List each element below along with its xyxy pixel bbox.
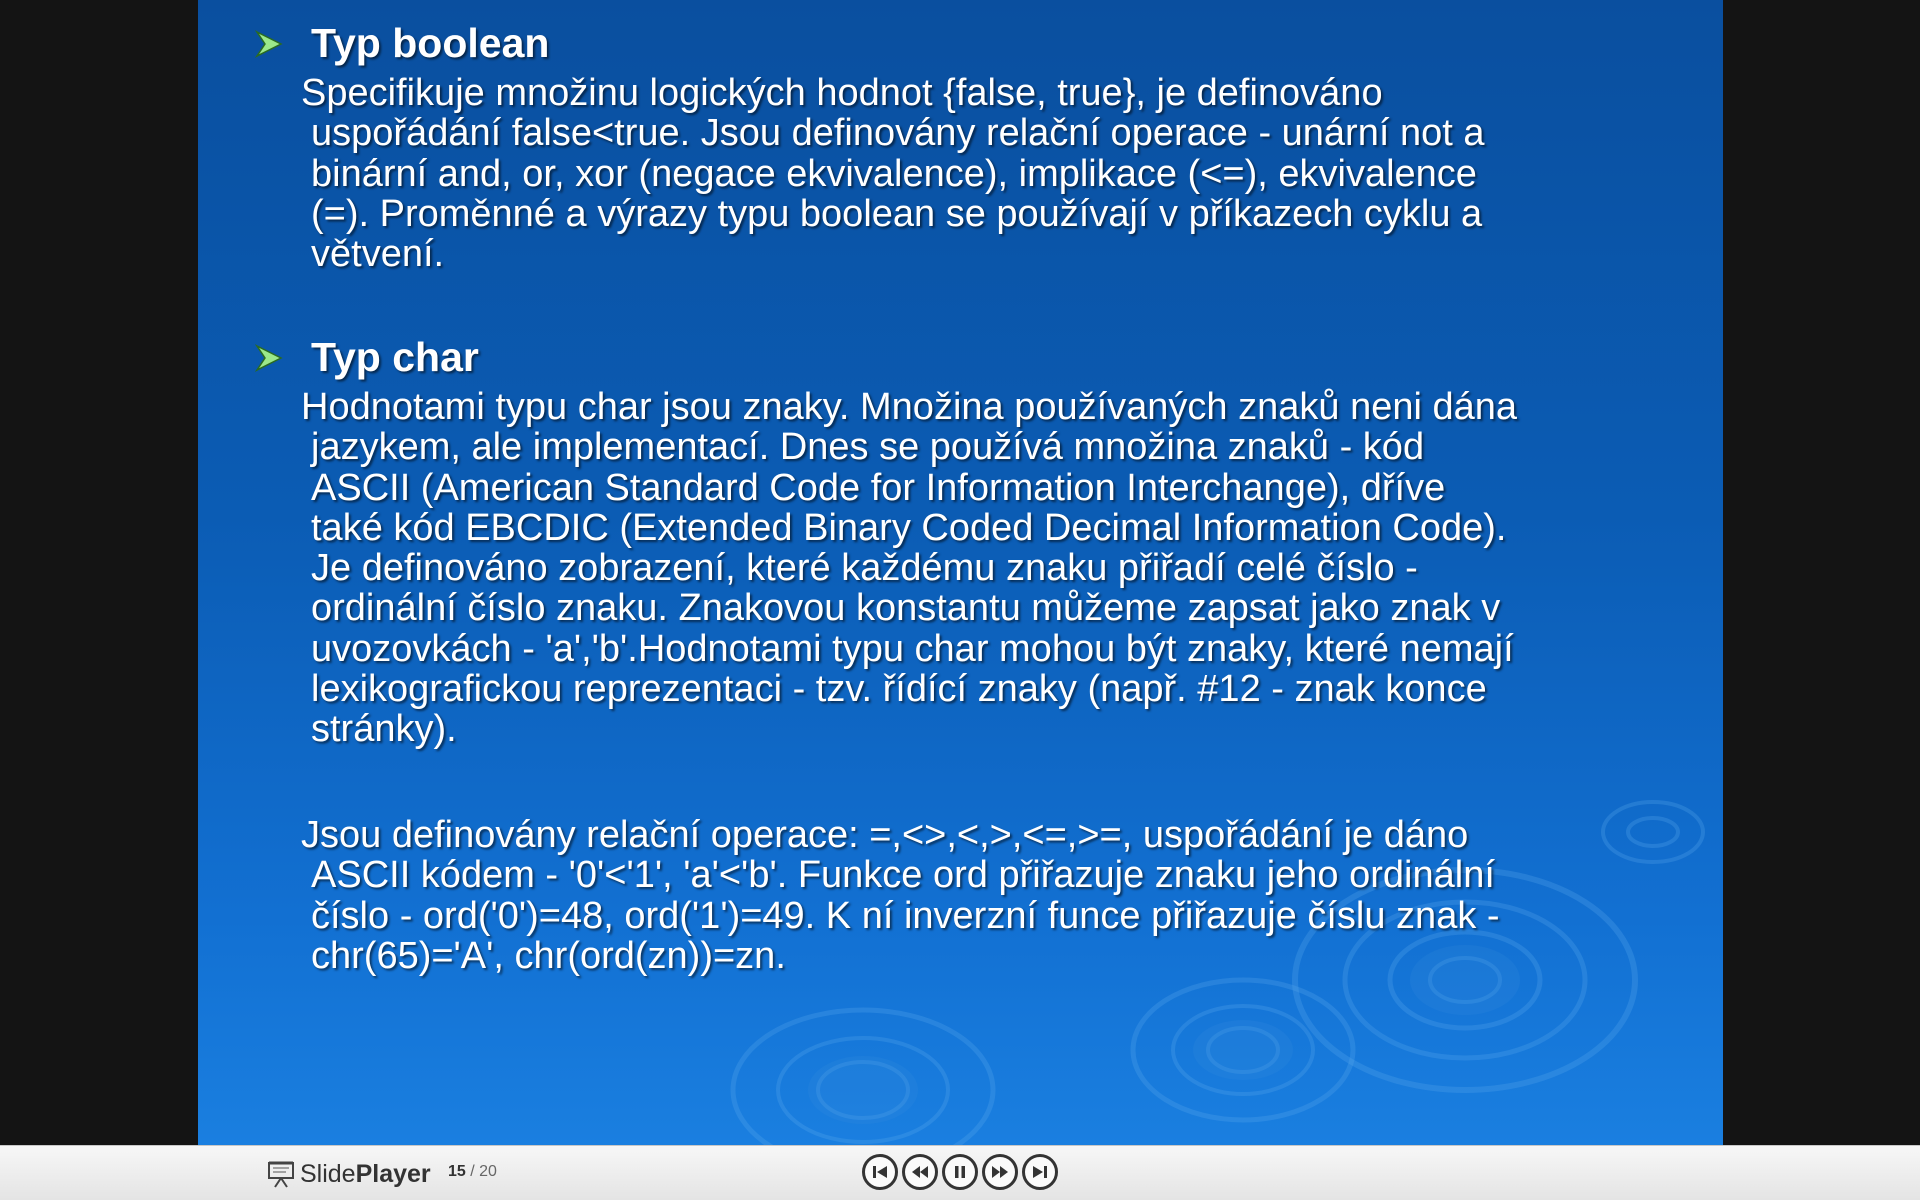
projector-screen-icon	[266, 1159, 296, 1189]
text-line: uvozovkách - 'a','b'.Hodnotami typu char mohou být znaky, které nemají	[311, 627, 1514, 670]
text-line: stránky).	[311, 708, 457, 751]
text-line: větvení.	[311, 233, 445, 276]
current-page: 15	[448, 1163, 466, 1180]
brand-prefix: Slide	[300, 1159, 356, 1188]
section-char-paragraph-1	[301, 387, 1701, 750]
pause-icon	[950, 1162, 970, 1182]
page-counter	[448, 1163, 497, 1181]
page-separator: /	[465, 1163, 480, 1180]
text-line: ASCII kódem - '0'<'1', 'a'<'b'. Funkce ord přiřazuje znaku jeho ordinální	[311, 854, 1495, 897]
text-line: číslo - ord('0')=48, ord('1')=49. K ní inverzní funce přiřazuje číslu znak -	[311, 894, 1500, 937]
text-line: Jsou definovány relační operace: =,<>,<,>,<=,>=, uspořádání je dáno	[301, 814, 1469, 856]
player-control-bar	[0, 1145, 1920, 1200]
text-line: Hodnotami typu char jsou znaky. Množina používaných znaků neni dána	[301, 386, 1518, 428]
total-pages: 20	[479, 1163, 497, 1180]
first-slide-button[interactable]	[862, 1154, 898, 1190]
section-title: Typ boolean	[311, 20, 550, 66]
text-line: Specifikuje množinu logických hodnot {false, true}, je definováno	[301, 72, 1383, 114]
rewind-icon	[910, 1162, 930, 1182]
bullet-arrow-icon	[255, 29, 283, 59]
section-boolean-heading	[255, 20, 549, 67]
text-line: jazykem, ale implementací. Dnes se používá množina znaků - kód	[311, 426, 1425, 469]
fast-forward-icon	[990, 1162, 1010, 1182]
section-char-paragraph-2	[301, 815, 1701, 976]
skip-to-start-icon	[870, 1162, 890, 1182]
text-line: lexikografickou reprezentaci - tzv. řídící znaky (např. #12 - znak konce	[311, 668, 1487, 711]
text-line: uspořádání false<true. Jsou definovány relační operace - unární not a	[311, 112, 1485, 155]
playback-controls	[862, 1154, 1058, 1190]
text-line: Je definováno zobrazení, které každému znaku přiřadí celé číslo -	[311, 547, 1418, 590]
slide	[198, 0, 1723, 1145]
previous-slide-button[interactable]	[902, 1154, 938, 1190]
bullet-arrow-icon	[255, 343, 283, 373]
pause-button[interactable]	[942, 1154, 978, 1190]
skip-to-end-icon	[1030, 1162, 1050, 1182]
section-boolean-paragraph	[301, 73, 1701, 274]
last-slide-button[interactable]	[1022, 1154, 1058, 1190]
slideplayer-logo[interactable]	[266, 1158, 431, 1190]
brand-suffix: Player	[355, 1159, 431, 1188]
text-line: (=). Proměnné a výrazy typu boolean se používají v příkazech cyklu a	[311, 192, 1483, 235]
section-title: Typ char	[311, 334, 479, 380]
text-line: binární and, or, xor (negace ekvivalence), implikace (<=), ekvivalence	[311, 152, 1477, 195]
section-char-heading	[255, 334, 479, 381]
next-slide-button[interactable]	[982, 1154, 1018, 1190]
text-line: chr(65)='A', chr(ord(zn))=zn.	[311, 934, 786, 977]
brand-name	[300, 1160, 431, 1189]
text-line: také kód EBCDIC (Extended Binary Coded Decimal Information Code).	[311, 506, 1507, 549]
text-line: ordinální číslo znaku. Znakovou konstantu můžeme zapsat jako znak v	[311, 587, 1501, 630]
text-line: ASCII (American Standard Code for Information Interchange), dříve	[311, 466, 1446, 509]
